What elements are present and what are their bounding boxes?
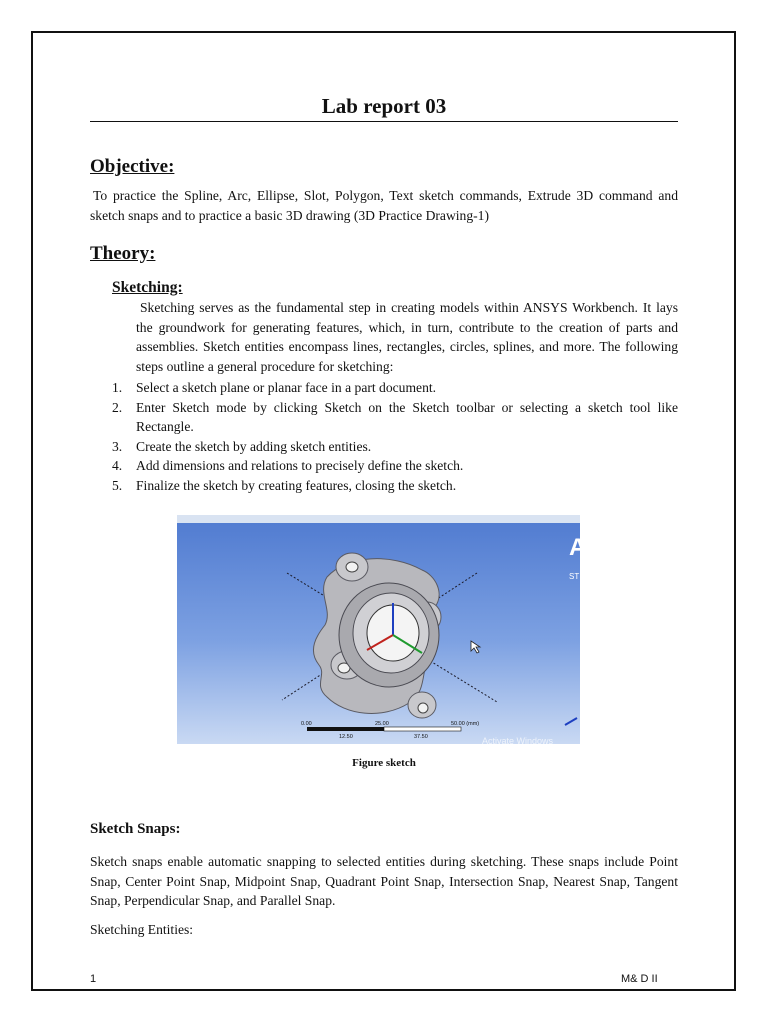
flange-part [313, 553, 441, 718]
theory-heading: Theory: [90, 243, 156, 264]
list-number: 4. [112, 458, 123, 473]
scale-label: 37.50 [414, 734, 428, 740]
footer-course: M& D II [621, 973, 658, 985]
figure-caption: Figure sketch [352, 757, 416, 769]
model-viewport [177, 515, 587, 746]
page-number: 1 [90, 973, 97, 985]
list-item [112, 476, 678, 496]
brand-fragment: A [569, 534, 587, 561]
activation-watermark: Activate Windows [482, 736, 554, 746]
sketching-heading: Sketching: [112, 279, 183, 296]
list-item [112, 398, 678, 437]
sketch-snaps-heading: Sketch Snaps: [90, 821, 181, 837]
list-number: 2. [112, 399, 123, 415]
objective-heading: Objective: [90, 156, 175, 177]
sketching-paragraph: Sketching serves as the fundamental step in creating models within ANSYS Workbench. It lays the groundwork for generating features, which, in turn, contribute to the creation of parts and assemblies. Sketch entities encompass lines, rectangles, circles, splines, and more. The following steps outline a general procedure for sketching: [136, 300, 678, 374]
list-text: Select a sketch plane or planar face in a part document. [136, 380, 437, 395]
list-number: 1. [112, 380, 123, 395]
objective-paragraph: To practice the Spline, Arc, Ellipse, Slot, Polygon, Text sketch commands, Extrude 3D command and sketch snaps and to practice a basic 3D drawing (3D Practice Drawing-1) [90, 188, 678, 223]
brand-subtext: ST [569, 572, 580, 581]
list-item [112, 456, 678, 476]
list-item [112, 437, 678, 457]
scale-label: 25.00 [375, 721, 389, 727]
list-text: Add dimensions and relations to precisely define the sketch. [136, 458, 464, 473]
sketching-entities-label: Sketching Entities: [90, 922, 194, 937]
list-number: 3. [112, 438, 123, 454]
report-title: Lab report 03 [321, 94, 447, 118]
list-text: Enter Sketch mode by clicking Sketch on the Sketch toolbar or selecting a sketch tool like Rectangle. [136, 399, 678, 434]
scale-bar [301, 721, 479, 740]
scale-label: 0.00 [301, 721, 312, 727]
sketch-snaps-paragraph: Sketch snaps enable automatic snapping to selected entities during sketching. These snaps include Point Snap, Center Point Snap, Midpoint Snap, Quadrant Point Snap, Intersection Snap, Nearest Snap, Tangent Snap, Perpendicular Snap, and Parallel Snap. [90, 854, 678, 908]
scale-label: 12.50 [339, 734, 353, 740]
list-text: Create the sketch by adding sketch entities. [136, 438, 372, 454]
scale-label: 50.00 (mm) [451, 721, 480, 727]
title-underline [90, 121, 678, 122]
sketching-steps-list [112, 378, 678, 495]
list-item [112, 378, 678, 398]
list-text: Finalize the sketch by creating features, closing the sketch. [136, 477, 457, 493]
ansys-model-figure [177, 515, 587, 746]
list-number: 5. [112, 477, 123, 493]
